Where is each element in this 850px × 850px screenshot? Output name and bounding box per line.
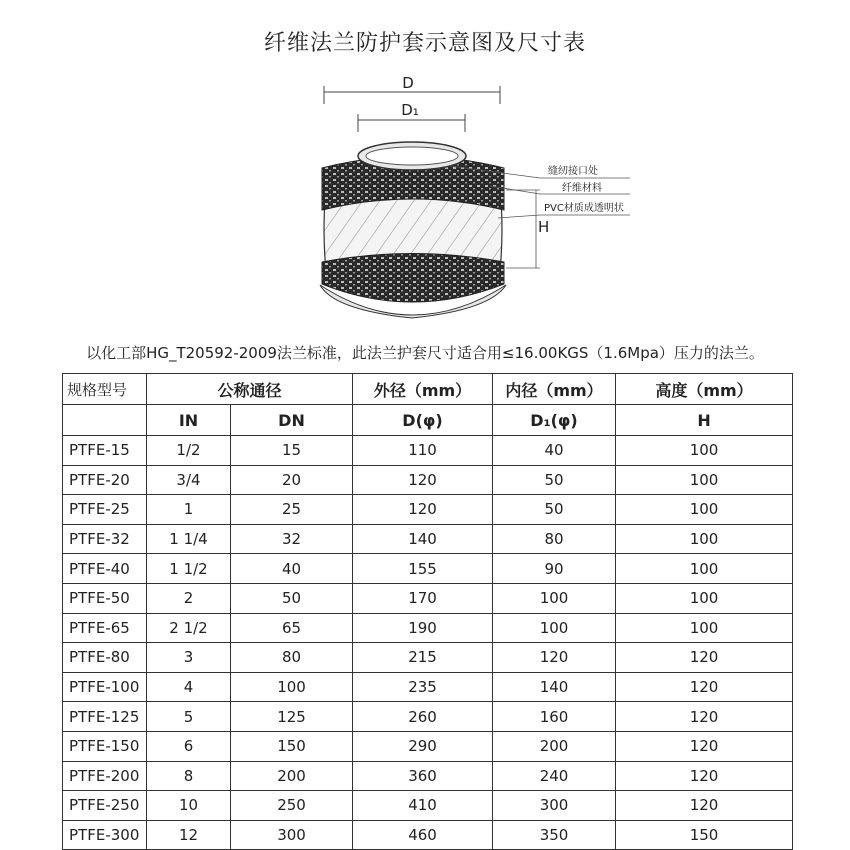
cell-in: 1 [147,495,231,525]
cell-d1: 240 [493,761,616,791]
header-inner: 内径（mm） [493,374,616,405]
table-row [63,583,793,613]
cell-h: 100 [616,554,793,584]
standard-note: 以化工部HG_T20592-2009法兰标准，此法兰护套尺寸适合用≤16.00KGS（1.6Mpa）压力的法兰。 [86,344,764,362]
cell-dn: 50 [231,583,353,613]
cell-in: 3/4 [147,465,231,495]
cell-model: PTFE-150 [63,731,147,761]
cell-in: 8 [147,761,231,791]
header-nominal: 公称通径 [147,374,353,405]
cell-d1: 40 [493,436,616,466]
header-height: 高度（mm） [616,374,793,405]
cell-d: 110 [353,436,493,466]
cell-model: PTFE-200 [63,761,147,791]
table-row [63,672,793,702]
cell-model: PTFE-40 [63,554,147,584]
table-row [63,702,793,732]
cell-h: 100 [616,495,793,525]
header-d: D(φ) [353,405,493,436]
cell-d: 290 [353,731,493,761]
header-h: H [616,405,793,436]
cell-h: 150 [616,820,793,850]
table-row [63,791,793,821]
cell-dn: 200 [231,761,353,791]
cell-h: 100 [616,613,793,643]
cell-model: PTFE-15 [63,436,147,466]
cell-d1: 120 [493,643,616,673]
cell-d: 215 [353,643,493,673]
cell-dn: 25 [231,495,353,525]
cell-d: 170 [353,583,493,613]
cell-model: PTFE-32 [63,524,147,554]
dimension-h-label: H [538,218,550,236]
cell-dn: 15 [231,436,353,466]
cell-d1: 50 [493,465,616,495]
cell-h: 100 [616,465,793,495]
cell-dn: 65 [231,613,353,643]
table-row [63,465,793,495]
cell-d: 260 [353,702,493,732]
cell-model: PTFE-20 [63,465,147,495]
page-title: 纤维法兰防护套示意图及尺寸表 [263,31,586,56]
header-d1: D₁(φ) [493,405,616,436]
header-in: IN [147,405,231,436]
cell-d1: 50 [493,495,616,525]
cell-dn: 32 [231,524,353,554]
cell-h: 120 [616,791,793,821]
table-row [63,554,793,584]
flange-guard-diagram [300,70,660,330]
cell-d: 155 [353,554,493,584]
cell-h: 100 [616,436,793,466]
callout-pvc: PVC材质成透明状 [544,203,624,214]
cell-model: PTFE-250 [63,791,147,821]
cell-dn: 40 [231,554,353,584]
cell-dn: 80 [231,643,353,673]
cell-in: 6 [147,731,231,761]
table-row [63,613,793,643]
cell-in: 2 1/2 [147,613,231,643]
cell-model: PTFE-100 [63,672,147,702]
callout-fiber: 纤维材料 [562,183,602,194]
cell-model: PTFE-300 [63,820,147,850]
cell-d: 120 [353,495,493,525]
cell-d: 190 [353,613,493,643]
cell-dn: 100 [231,672,353,702]
cell-in: 5 [147,702,231,732]
cell-in: 2 [147,583,231,613]
cell-h: 120 [616,731,793,761]
cell-model: PTFE-80 [63,643,147,673]
cell-in: 1/2 [147,436,231,466]
cell-in: 1 1/4 [147,524,231,554]
dimension-d1-label: D₁ [401,101,419,119]
header-row-2 [63,405,793,436]
dimension-d-label: D [402,74,414,92]
cell-d1: 90 [493,554,616,584]
cell-model: PTFE-25 [63,495,147,525]
callout-seam: 缝纫接口处 [548,166,598,177]
cell-d1: 160 [493,702,616,732]
cell-d1: 80 [493,524,616,554]
cell-in: 12 [147,820,231,850]
cell-h: 120 [616,672,793,702]
table-row [63,643,793,673]
cell-d: 410 [353,791,493,821]
cell-in: 10 [147,791,231,821]
table-row [63,436,793,466]
size-table [62,373,793,850]
cell-h: 120 [616,643,793,673]
table-row [63,820,793,850]
cell-dn: 300 [231,820,353,850]
cell-dn: 125 [231,702,353,732]
cell-h: 100 [616,583,793,613]
cell-h: 120 [616,761,793,791]
table-row [63,495,793,525]
cell-d: 235 [353,672,493,702]
table-row [63,731,793,761]
header-dn: DN [231,405,353,436]
cell-d1: 100 [493,583,616,613]
cell-h: 120 [616,702,793,732]
cell-dn: 20 [231,465,353,495]
header-row-1 [63,374,793,405]
header-outer: 外径（mm） [353,374,493,405]
cell-dn: 150 [231,731,353,761]
cell-h: 100 [616,524,793,554]
cell-d1: 350 [493,820,616,850]
cell-d: 120 [353,465,493,495]
table-row [63,524,793,554]
cell-d1: 200 [493,731,616,761]
cell-model: PTFE-65 [63,613,147,643]
cell-d: 140 [353,524,493,554]
cell-model: PTFE-50 [63,583,147,613]
cell-dn: 250 [231,791,353,821]
cell-d: 460 [353,820,493,850]
cell-d: 360 [353,761,493,791]
table-row [63,761,793,791]
header-model: 规格型号 [63,374,147,405]
cell-d1: 300 [493,791,616,821]
cell-in: 4 [147,672,231,702]
cell-model: PTFE-125 [63,702,147,732]
cell-in: 3 [147,643,231,673]
header-empty [63,405,147,436]
cell-d1: 100 [493,613,616,643]
cell-in: 1 1/2 [147,554,231,584]
cell-d1: 140 [493,672,616,702]
